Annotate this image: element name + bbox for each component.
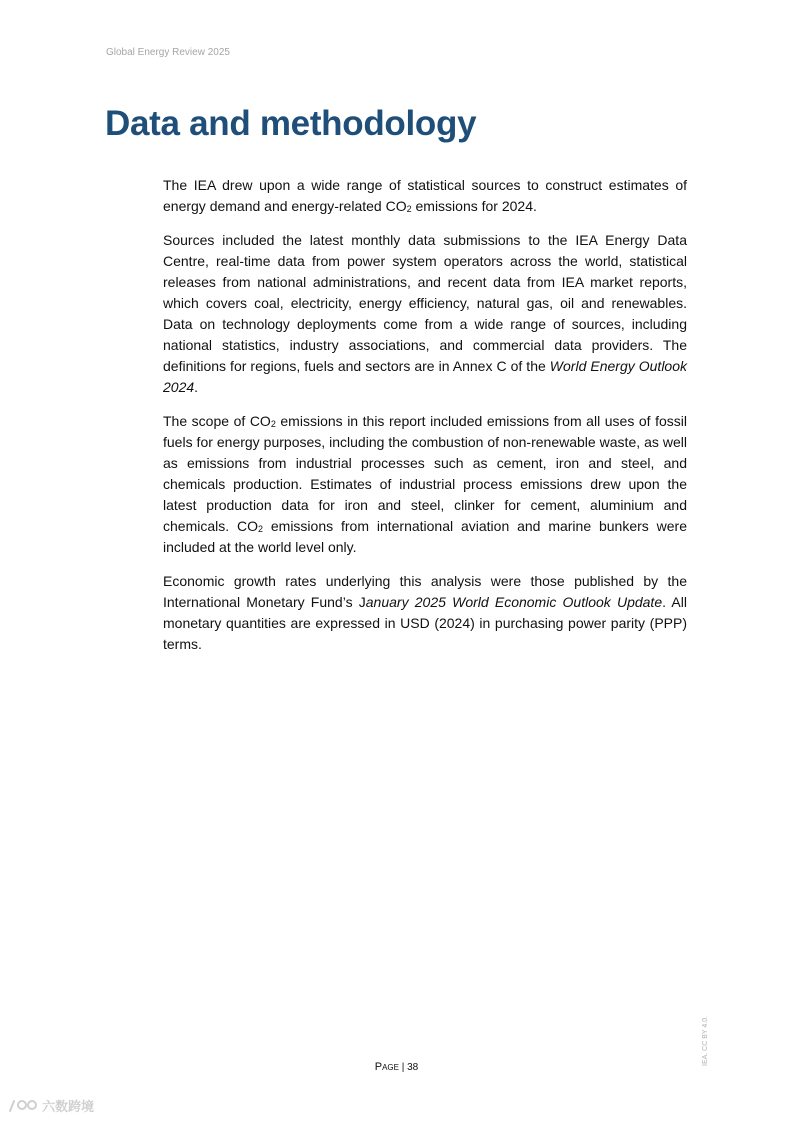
page-number: Page | 38 (374, 1061, 419, 1073)
imf-weo-update-reference: anuary 2025 World Economic Outlook Update (365, 594, 663, 610)
weo-2024-reference: World Energy Outlook 2024 (163, 358, 688, 395)
page-title: Data and methodology (105, 104, 477, 143)
license-text: IEA. CC BY 4.0. (702, 1015, 709, 1066)
page-label: Page (374, 1061, 399, 1073)
watermark (8, 1096, 94, 1115)
paragraph-2: Sources included the latest monthly data submissions to the IEA Energy Data Centre, real-time data from power system operators across the world, statistical releases from national administrations, and recent data from IEA market reports, which covers coal, electricity, energy efficiency, natural gas, oil and renewables. Data on technology deployments come from a wide range of sources, including national statistics, industry associations, and commercial data providers. The definitions for regions, fuels and sectors are in Annex C of the World Energy Outlook 2024. (163, 232, 688, 395)
body-text (163, 175, 687, 668)
paragraph-1: The IEA drew upon a wide range of statistical sources to construct estimates of energy demand and energy-related $CO_2$ emissions for 2024. (163, 177, 687, 214)
page-number-value: 38 (407, 1062, 419, 1073)
watermark-text: 六数跨境 (42, 1099, 95, 1114)
running-header: Global Energy Review 2025 (106, 47, 230, 58)
paragraph-4: Economic growth rates underlying this analysis were those published by the International Monetary Fund’s January 2025 World Economic Outlook Update. All monetary quantities are expressed in USD (2024) in purchasing power parity (PPP) terms. (163, 573, 687, 652)
watermark-logo-icon (8, 1098, 38, 1114)
paragraph-3: The scope of $CO_2$ emissions in this report included emissions from all uses of fossil fuels for energy purposes, including the combustion of non-renewable waste, as well as emissions from industrial processes such as cement, iron and steel, and chemicals production. Estimates of industrial process emissions drew upon the latest production data for iron and steel, clinker for cement, aluminium and chemicals. $CO_2$ emissions from international aviation and marine bunkers were included at the world level only. (163, 413, 687, 555)
